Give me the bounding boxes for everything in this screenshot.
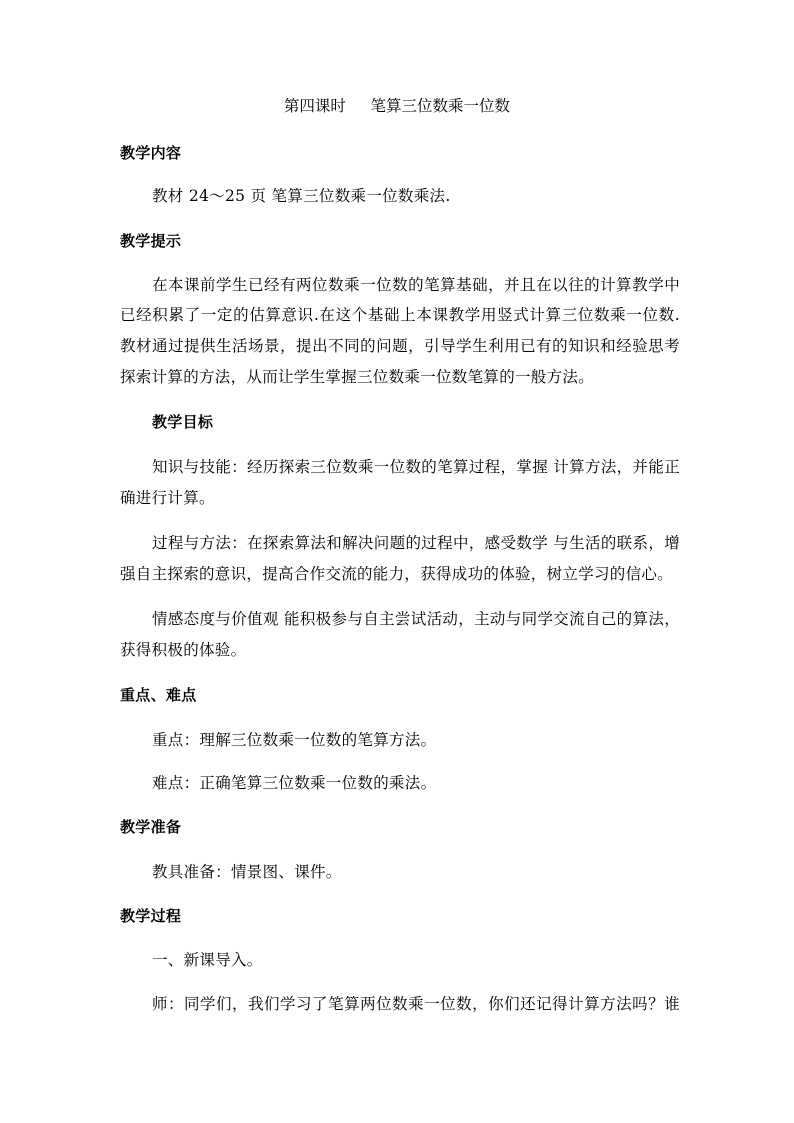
lesson-title: 第四课时 笔算三位数乘一位数 [283,97,511,115]
key-point: 重点：理解三位数乘一位数的笔算方法。 [152,731,437,749]
process-teacher-line: 师：同学们，我们学习了笔算两位数乘一位数，你们还记得计算方法吗？谁 [152,995,680,1013]
goals-knowledge-line-1: 知识与技能：经历探索三位数乘一位数的笔算过程，掌握 计算方法，并能正 [152,458,680,476]
goals-emotion-line-2: 获得积极的体验。 [120,641,247,659]
goals-process-line-1: 过程与方法：在探索算法和解决问题的过程中，感受数学 与生活的联系，增 [152,534,680,552]
process-step-1: 一、新课导入。 [152,951,263,969]
tips-line-2: 已经积累了一定的估算意识.在这个基础上本课教学用竖式计算三位数乘一位数. [120,306,680,324]
goals-knowledge-line-2: 确进行计算。 [120,489,215,507]
tips-line-4: 探索计算的方法，从而让学生掌握三位数乘一位数笔算的一般方法。 [120,368,595,386]
process-heading: 教学过程 [120,907,182,925]
tips-heading: 教学提示 [120,232,182,250]
goals-heading: 教学目标 [152,413,214,431]
tips-line-3: 教材通过提供生活场景，提出不同的问题，引导学生利用已有的知识和经验思考 [120,337,680,355]
difficult-point: 难点：正确笔算三位数乘一位数的乘法。 [152,774,437,792]
key-heading: 重点、难点 [120,686,197,704]
content-heading: 教学内容 [120,144,182,162]
goals-process-line-2: 强自主探索的意识，提高合作交流的能力，获得成功的体验，树立学习的信心。 [120,565,674,583]
prep-heading: 教学准备 [120,818,182,836]
content-text: 教材 24～25 页 笔算三位数乘一位数乘法. [152,187,451,205]
tips-line-1: 在本课前学生已经有两位数乘一位数的笔算基础，并且在以往的计算教学中 [152,276,680,294]
prep-text: 教具准备：情景图、课件。 [152,863,342,881]
goals-emotion-line-1: 情感态度与价值观 能积极参与自主尝试活动，主动与同学交流自己的算法， [152,610,680,628]
